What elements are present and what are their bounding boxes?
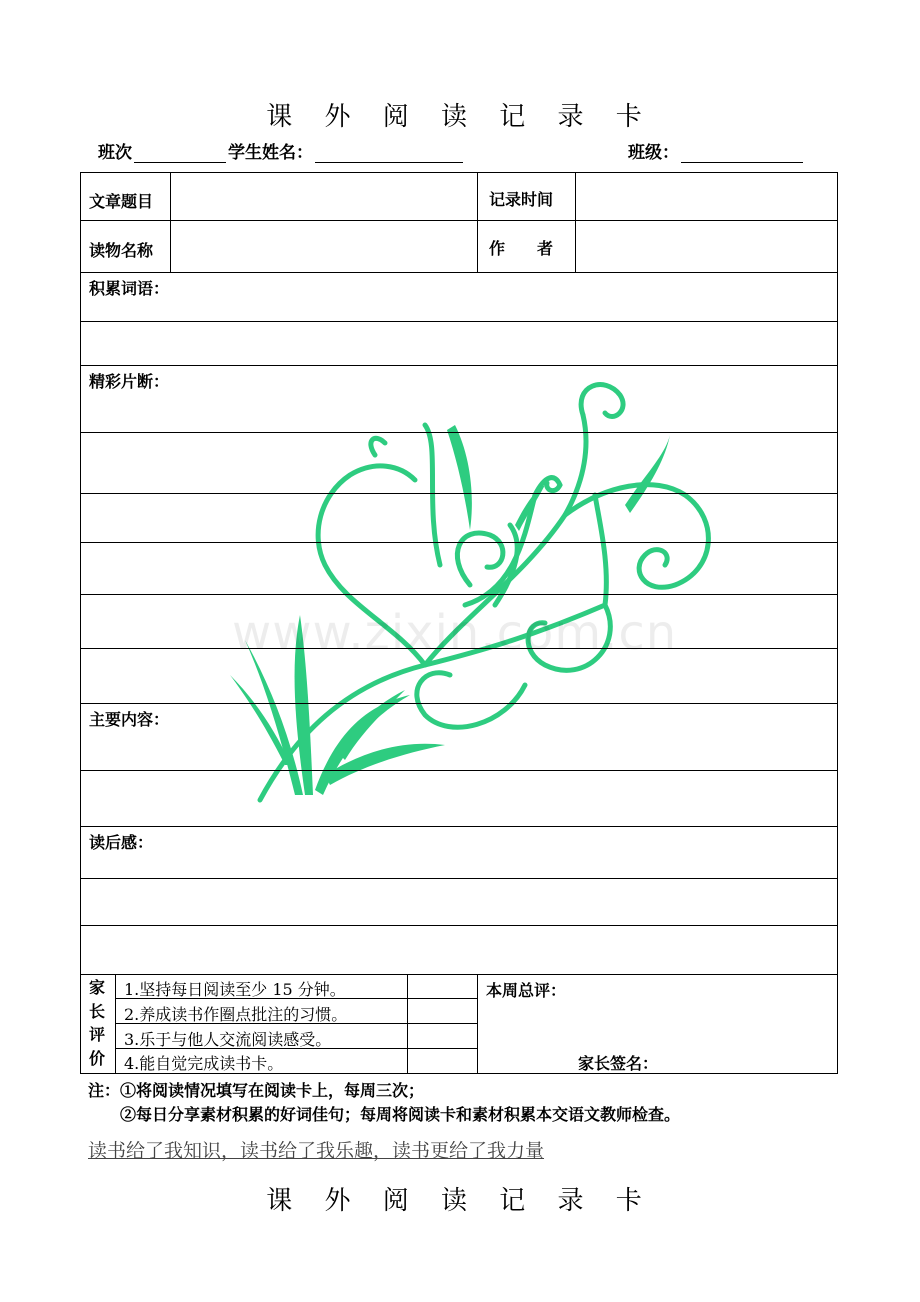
grade-blank[interactable] <box>681 144 803 163</box>
author-label: 作 者 <box>489 239 554 258</box>
row-divider <box>80 770 838 771</box>
row-divider <box>80 432 838 433</box>
column-divider <box>170 172 171 272</box>
row-divider <box>80 321 838 322</box>
note-line-1: 注：①将阅读情况填写在阅读卡上，每周三次； <box>88 1081 425 1100</box>
row-divider <box>80 703 838 704</box>
book-name-label: 读物名称 <box>89 241 154 260</box>
student-name-label: 学生姓名： <box>228 143 313 163</box>
row-divider <box>80 365 838 366</box>
page-title-repeat: 课 外 阅 读 记 录 卡 <box>266 1186 654 1216</box>
watermark: www.zixin.com.cn <box>232 605 678 661</box>
column-divider <box>575 172 576 272</box>
reflection-label: 读后感： <box>89 833 154 852</box>
column-divider <box>477 172 478 272</box>
parent-signature-label: 家长签名： <box>578 1054 659 1073</box>
weekly-review-label: 本周总评： <box>486 981 567 1000</box>
grade-field <box>628 138 803 163</box>
student-name-field <box>228 138 463 163</box>
record-time-label: 记录时间 <box>489 190 554 209</box>
class-number-blank[interactable] <box>134 144 226 163</box>
reading-record-table <box>80 172 838 1074</box>
summary-label: 主要内容： <box>89 710 170 729</box>
row-divider <box>80 594 838 595</box>
parent-evaluation-label: 家 长 评 价 <box>88 978 105 1068</box>
reading-motto: 读书给了我知识，读书给了我乐趣，读书更给了我力量 <box>88 1140 545 1162</box>
row-divider <box>80 826 838 827</box>
row-divider <box>80 878 838 879</box>
evaluation-item: 4.能自觉完成读书卡。 <box>124 1054 284 1073</box>
class-number-label: 班次 <box>98 143 132 163</box>
article-title-label: 文章题目 <box>89 192 154 211</box>
grade-label: 班级： <box>628 143 679 163</box>
row-divider <box>80 648 838 649</box>
row-divider <box>80 974 838 975</box>
row-divider <box>80 925 838 926</box>
vocabulary-label: 积累词语： <box>89 279 170 298</box>
column-divider <box>407 974 408 1074</box>
evaluation-item: 3.乐于与他人交流阅读感受。 <box>124 1030 332 1049</box>
excerpts-label: 精彩片断： <box>89 372 170 391</box>
evaluation-item: 1.坚持每日阅读至少 15 分钟。 <box>124 980 346 999</box>
class-number-field <box>98 138 226 163</box>
row-divider <box>80 542 838 543</box>
note-line-2: ②每日分享素材积累的好词佳句；每周将阅读卡和素材积累本交语文教师检查。 <box>120 1105 681 1124</box>
column-divider <box>115 974 116 1074</box>
row-divider <box>80 272 838 273</box>
page-title: 课 外 阅 读 记 录 卡 <box>266 102 654 132</box>
column-divider <box>477 974 478 1074</box>
row-divider <box>80 220 838 221</box>
evaluation-item: 2.养成读书作圈点批注的习惯。 <box>124 1005 348 1024</box>
row-divider <box>80 493 838 494</box>
student-name-blank[interactable] <box>315 144 463 163</box>
